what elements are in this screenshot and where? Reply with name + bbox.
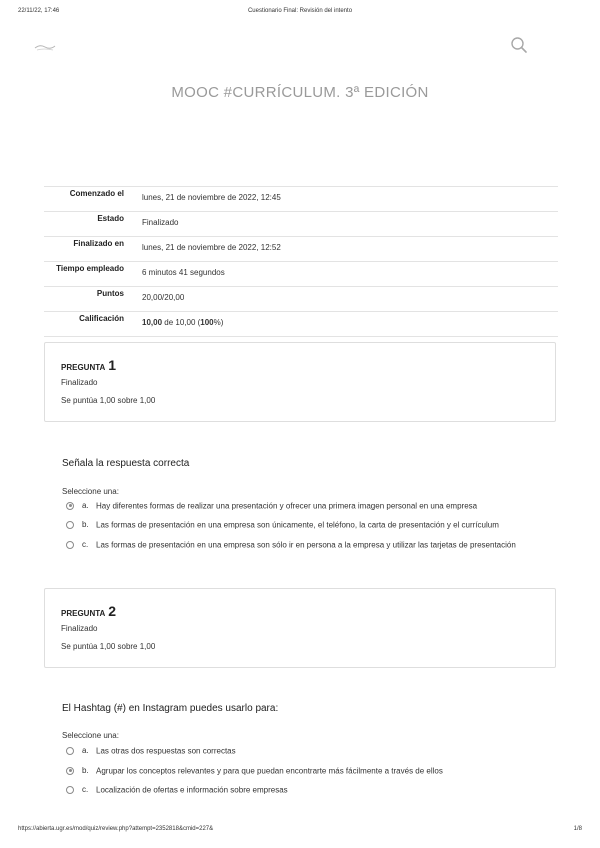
radio-checked-icon[interactable] <box>66 502 74 510</box>
summary-label: Finalizado en <box>73 239 124 248</box>
answer-option[interactable] <box>66 746 236 758</box>
summary-row <box>44 237 558 262</box>
summary-label: Comenzado el <box>69 189 124 198</box>
answer-text: Las otras dos respuestas son correctas <box>96 746 236 756</box>
grade-score: 10,00 <box>142 318 163 327</box>
question-info-2 <box>44 588 556 668</box>
answer-option[interactable] <box>66 785 288 797</box>
radio-checked-icon[interactable] <box>66 767 74 775</box>
answer-prompt: Seleccione una: <box>62 487 119 496</box>
answer-prompt: Seleccione una: <box>62 731 119 740</box>
answer-letter: a. <box>82 746 89 756</box>
answer-option[interactable] <box>66 540 516 552</box>
summary-value: Finalizado <box>142 218 179 227</box>
question-number <box>61 357 116 373</box>
question-num: 1 <box>108 357 117 373</box>
question-number <box>61 603 116 619</box>
grade-suffix: %) <box>213 318 224 327</box>
summary-value <box>132 312 558 337</box>
answer-option[interactable] <box>66 520 499 532</box>
print-page-title: Cuestionario Final: Revisión del intento <box>247 8 353 14</box>
question-label: PREGUNTA <box>61 363 106 372</box>
answer-letter: a. <box>82 501 89 511</box>
grade-percent: 100 <box>200 318 214 327</box>
question-state: Finalizado <box>61 378 98 387</box>
answer-text: Localización de ofertas e información sobre empresas <box>96 785 288 795</box>
search-icon[interactable] <box>510 36 528 54</box>
print-header <box>18 8 582 20</box>
print-url: https://abierta.ugr.es/mod/quiz/review.php?attempt=2352818&cmid=227& <box>18 826 214 832</box>
summary-value: lunes, 21 de noviembre de 2022, 12:52 <box>142 243 281 252</box>
ugr-logo-icon[interactable] <box>34 42 56 52</box>
answer-text: Las formas de presentación en una empresa son únicamente, el teléfono, la carta de presentación y el currículum <box>96 520 499 530</box>
summary-row-grade <box>44 312 558 337</box>
radio-icon[interactable] <box>66 521 74 529</box>
answer-letter: b. <box>82 766 89 776</box>
radio-icon[interactable] <box>66 541 74 549</box>
answer-letter: b. <box>82 520 89 530</box>
answer-option[interactable] <box>66 501 477 513</box>
grade-of: de 10,00 ( <box>162 318 201 327</box>
answer-letter: c. <box>82 785 89 795</box>
radio-icon[interactable] <box>66 786 74 794</box>
question-label: PREGUNTA <box>61 609 106 618</box>
radio-icon[interactable] <box>66 747 74 755</box>
summary-value: 6 minutos 41 segundos <box>142 268 225 277</box>
answer-option[interactable] <box>66 766 443 778</box>
answer-text: Las formas de presentación en una empresa son sólo ir en persona a la empresa y utilizar las tarjetas de presentación <box>96 540 516 550</box>
summary-label: Estado <box>97 214 124 223</box>
summary-row <box>44 262 558 287</box>
answer-text: Agrupar los conceptos relevantes y para que puedan encontrarte más fácilmente a través de ellos <box>96 766 443 776</box>
attempt-summary-table <box>44 186 558 337</box>
question-info-1 <box>44 342 556 422</box>
course-title: MOOC #CURRÍCULUM. 3ª EDICIÓN <box>171 84 429 101</box>
answer-letter: c. <box>82 540 89 550</box>
question-grade: Se puntúa 1,00 sobre 1,00 <box>61 642 156 651</box>
print-footer <box>18 826 582 838</box>
question-grade: Se puntúa 1,00 sobre 1,00 <box>61 396 156 405</box>
summary-label: Calificación <box>79 314 124 323</box>
summary-value: 20,00/20,00 <box>142 293 185 302</box>
question-text: Señala la respuesta correcta <box>62 458 190 469</box>
summary-label: Puntos <box>96 289 124 298</box>
summary-value: lunes, 21 de noviembre de 2022, 12:45 <box>142 193 281 202</box>
answer-text: Hay diferentes formas de realizar una presentación y ofrecer una primera imagen personal en una empresa <box>96 501 478 511</box>
print-datetime: 22/11/22, 17:46 <box>18 8 60 14</box>
summary-row <box>44 212 558 237</box>
print-page-number: 1/8 <box>573 826 582 832</box>
summary-row <box>44 187 558 212</box>
question-text: El Hashtag (#) en Instagram puedes usarlo para: <box>62 703 279 714</box>
summary-row <box>44 287 558 312</box>
question-num: 2 <box>108 603 117 619</box>
question-state: Finalizado <box>61 624 98 633</box>
summary-label: Tiempo empleado <box>56 264 124 273</box>
